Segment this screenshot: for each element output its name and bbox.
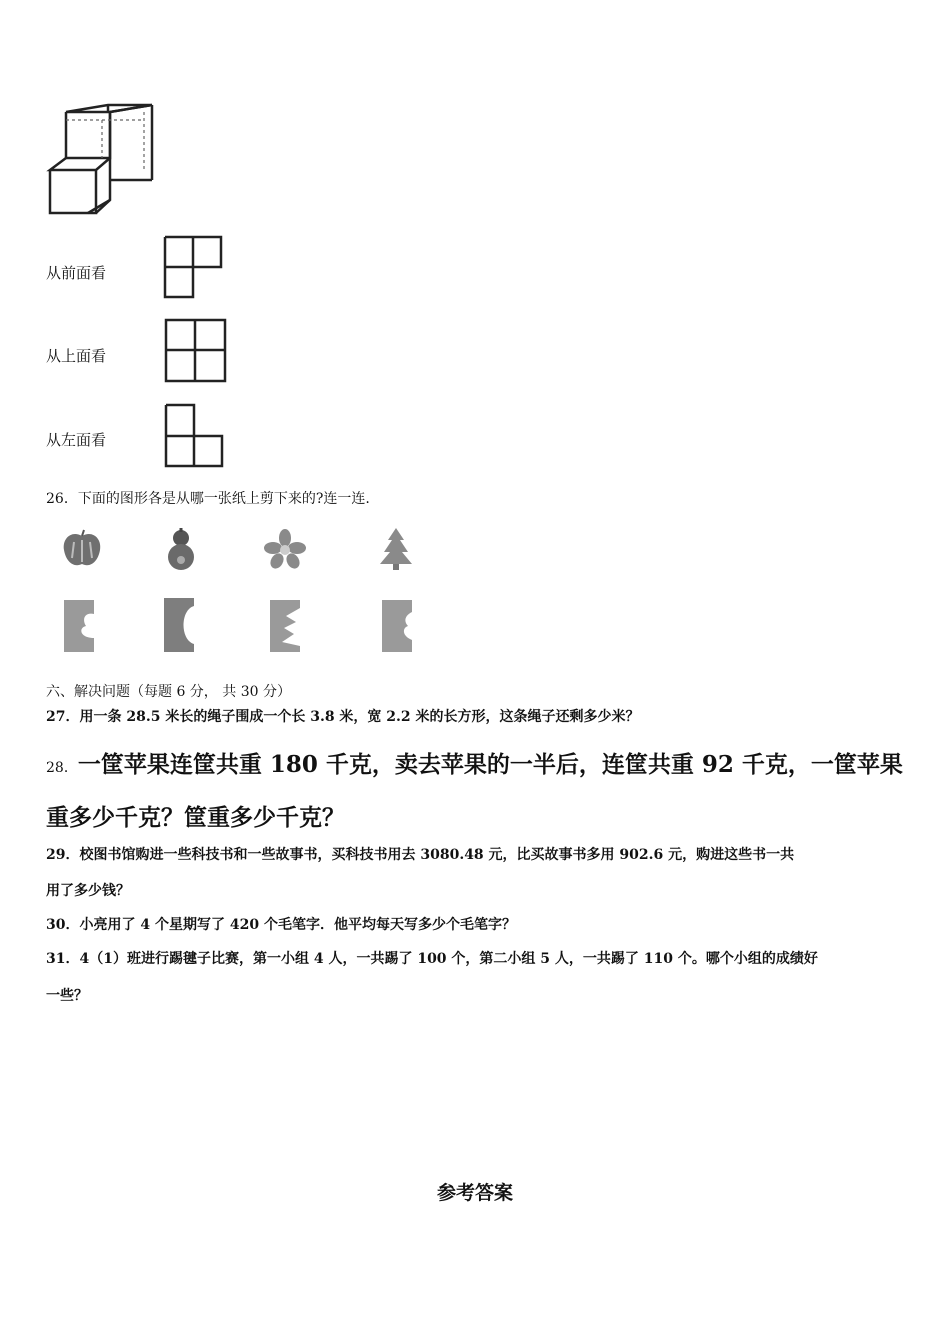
question-31-line-2: 一些？ [46,988,88,1004]
question-26: 26．下面的图形各是从哪一张纸上剪下来的?连一连. [46,491,370,507]
front-view-shape [163,235,225,299]
section-6-heading: 六、解决问题（每题 6 分， 共 30 分） [46,684,291,700]
top-view-shape [164,318,228,384]
front-view-label: 从前面看 [46,264,107,282]
top-view-label: 从上面看 [46,347,107,365]
question-31-line-1: 31．4（1）班进行踢毽子比赛，第一小组 4 人，一共踢了 100 个，第二小组 5 人，一共踢了 110 个。哪个小组的成绩好 [46,951,818,967]
paper-piece-4-icon [378,598,418,654]
question-28-number: 28． [46,760,78,776]
answer-section-title: 参考答案 [436,1182,513,1204]
cube-figure [44,100,159,220]
question-29-line-2: 用了多少钱？ [46,883,130,899]
question-29-line-1: 29．校图书馆购进一些科技书和一些故事书，买科技书用去 3080.48 元，比买故事书多用 902.6 元，购进这些书一共 [46,847,795,863]
question-28 [46,740,906,843]
paper-piece-2-icon [160,596,200,654]
question-27: 27．用一条 28.5 米长的绳子围成一个长 3.8 米，宽 2.2 米的长方形，这条绳子还剩多少米？ [46,709,640,725]
left-view-label: 从左面看 [46,431,107,449]
gourd-cutout-icon [162,526,200,572]
question-28-text: 一筐苹果连筐共重 180 千克，卖去苹果的一半后，连筐共重 92 千克，一筐苹果重多少千克？筐重多少千克？ [46,751,903,831]
paper-piece-1-icon [60,598,100,654]
paper-piece-3-icon [266,598,306,654]
tree-cutout-icon [376,526,416,572]
apple-cutout-icon [60,528,104,570]
left-view-shape [164,403,226,469]
question-30: 30．小亮用了 4 个星期写了 420 个毛笔字．他平均每天写多少个毛笔字？ [46,917,516,933]
flower-cutout-icon [263,528,307,570]
